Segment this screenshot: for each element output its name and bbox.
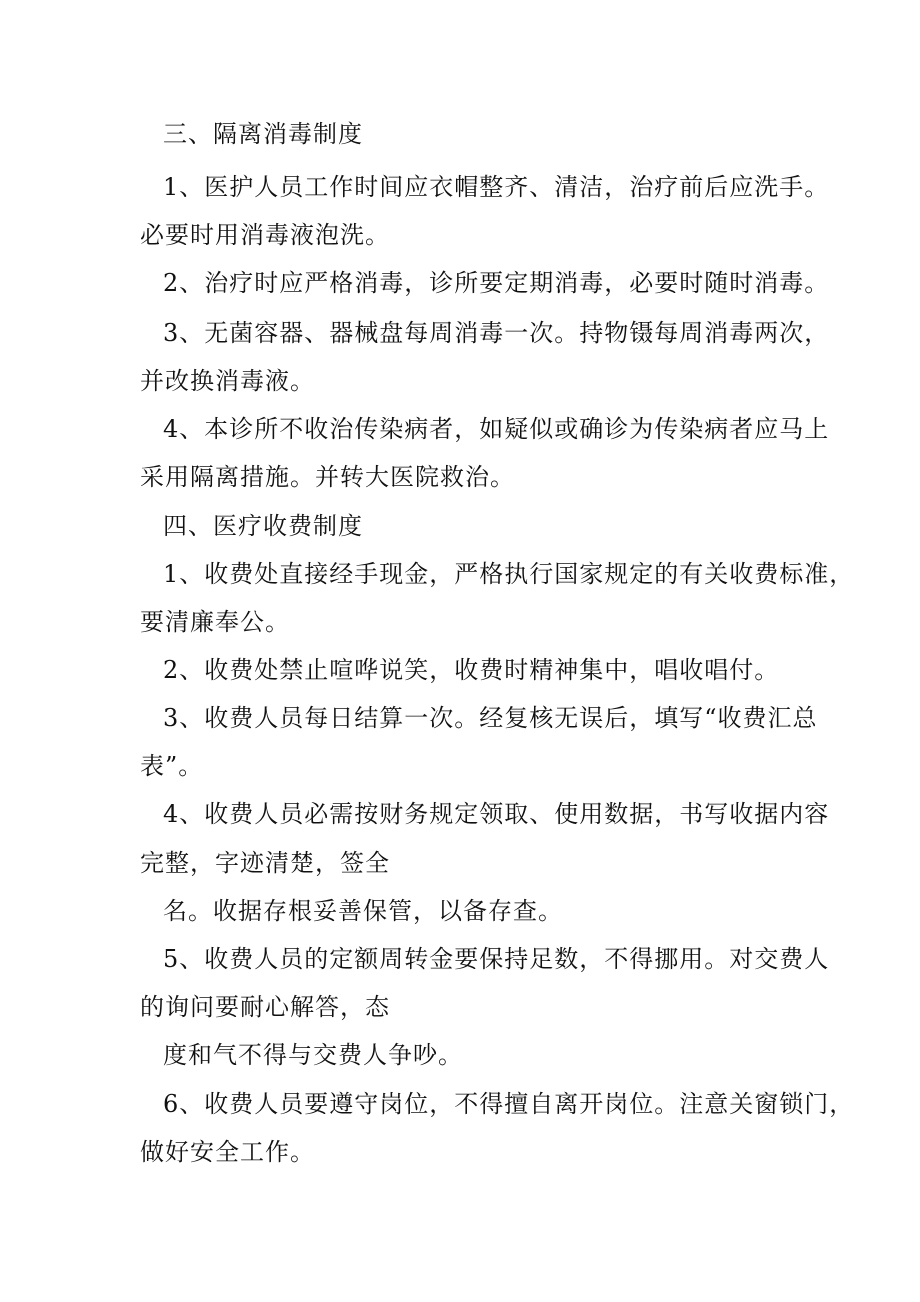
paragraph-line: 5、收费人员的定额周转金要保持足数，不得挪用。对交费人 <box>163 945 830 973</box>
paragraph-line: 采用隔离措施。并转大医院救治。 <box>140 463 515 491</box>
paragraph-line: 必要时用消毒液泡洗。 <box>140 221 390 249</box>
paragraph-line: 名。收据存根妥善保管，以备存查。 <box>163 897 563 925</box>
section-heading-billing: 四、医疗收费制度 <box>163 512 363 540</box>
paragraph-line: 做好安全工作。 <box>140 1138 315 1166</box>
paragraph-line: 4、本诊所不收治传染病者，如疑似或确诊为传染病者应马上 <box>163 415 830 443</box>
paragraph-line: 度和气不得与交费人争吵。 <box>163 1041 463 1069</box>
paragraph-line: 表”。 <box>140 752 204 780</box>
paragraph-line: 2、收费处禁止喧哗说笑，收费时精神集中，唱收唱付。 <box>163 656 780 684</box>
paragraph-line: 完整，字迹清楚，签全 <box>140 849 390 877</box>
paragraph-line: 3、无菌容器、器械盘每周消毒一次。持物镊每周消毒两次， <box>163 319 830 347</box>
paragraph-line: 3、收费人员每日结算一次。经复核无误后，填写“收费汇总 <box>163 704 818 732</box>
paragraph-line: 6、收费人员要遵守岗位，不得擅自离开岗位。注意关窗锁门， <box>163 1090 855 1118</box>
paragraph-line: 并改换消毒液。 <box>140 367 315 395</box>
paragraph-line: 1、收费处直接经手现金，严格执行国家规定的有关收费标准， <box>163 560 855 588</box>
paragraph-line: 1、医护人员工作时间应衣帽整齐、清洁，治疗前后应洗手。 <box>163 173 830 201</box>
paragraph-line: 4、收费人员必需按财务规定领取、使用数据，书写收据内容 <box>163 800 830 828</box>
paragraph-line: 的询问要耐心解答，态 <box>140 993 390 1021</box>
paragraph-line: 要清廉奉公。 <box>140 608 290 636</box>
paragraph-line: 2、治疗时应严格消毒，诊所要定期消毒，必要时随时消毒。 <box>163 269 830 297</box>
section-heading-isolation: 三、隔离消毒制度 <box>163 120 363 148</box>
